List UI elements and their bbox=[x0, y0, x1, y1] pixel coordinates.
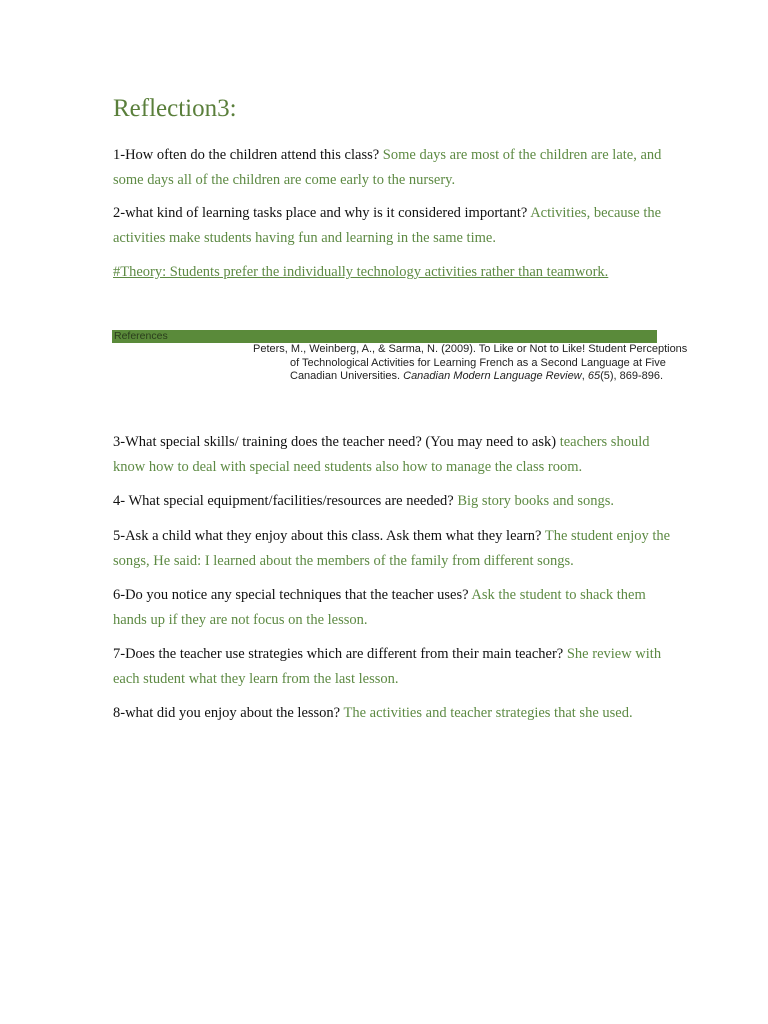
page-title: Reflection3: bbox=[113, 95, 237, 122]
theory-note: #Theory: Students prefer the individually technology activities rather than teamwork. bbox=[113, 264, 609, 280]
question-text: 5-Ask a child what they enjoy about this class. Ask them what they learn? bbox=[113, 528, 542, 544]
question-block-8 bbox=[113, 701, 673, 726]
answer-text: Ask the student to shack them hands up if they are not focus on the lesson. bbox=[113, 587, 646, 628]
question-text: 2-what kind of learning tasks place and why is it considered important? bbox=[113, 205, 528, 221]
question-block-1 bbox=[113, 143, 673, 192]
citation-journal: Canadian Modern Language Review bbox=[403, 370, 582, 382]
question-block-7 bbox=[113, 642, 673, 691]
question-block-6 bbox=[113, 583, 673, 632]
question-text: 8-what did you enjoy about the lesson? bbox=[113, 705, 341, 721]
answer-text: The student enjoy the songs, He said: I learned about the members of the family from different songs. bbox=[113, 528, 671, 569]
answer-text: The activities and teacher strategies that she used. bbox=[343, 705, 633, 721]
question-block-5 bbox=[113, 524, 673, 573]
question-block-3 bbox=[113, 430, 673, 479]
question-block-4 bbox=[113, 489, 673, 514]
answer-text: Big story books and songs. bbox=[457, 493, 615, 509]
question-block-2 bbox=[113, 201, 673, 250]
answer-text: teachers should know how to deal with special need students also how to manage the class room. bbox=[113, 434, 650, 475]
citation-authors: Peters, M., Weinberg, A., & Sarma, N. (2009). To Like or Not to Like! Student Perceptions of Technological Activities for Learning French as a Second Language at Five Canadian Universities. bbox=[253, 343, 688, 382]
answer-text: Activities, because the activities make students having fun and learning in the same time. bbox=[113, 205, 662, 246]
question-text: 3-What special skills/ training does the teacher need? (You may need to ask) bbox=[113, 434, 557, 450]
question-text: 1-How often do the children attend this class? bbox=[113, 147, 380, 163]
answer-text: She review with each student what they learn from the last lesson. bbox=[113, 646, 662, 687]
citation-volume: 65 bbox=[587, 370, 601, 382]
question-text: 7-Does the teacher use strategies which are different from their main teacher? bbox=[113, 646, 564, 662]
question-text: 4- What special equipment/facilities/resources are needed? bbox=[113, 493, 454, 509]
citation-issue-pages: (5), 869-896. bbox=[600, 370, 664, 382]
reference-citation: Peters, M., Weinberg, A., & Sarma, N. (2009). To Like or Not to Like! Student Perceptions of Technological Activities for Learning French as a Second Language at Five Canadian Universities. Canadian Modern Language Review, 65(5), 869-896. bbox=[253, 343, 688, 382]
references-label: References bbox=[114, 330, 168, 342]
references-bar bbox=[112, 330, 657, 343]
answer-text: Some days are most of the children are late, and some days all of the children are come early to the nursery. bbox=[113, 147, 662, 188]
question-text: 6-Do you notice any special techniques that the teacher uses? bbox=[113, 587, 469, 603]
